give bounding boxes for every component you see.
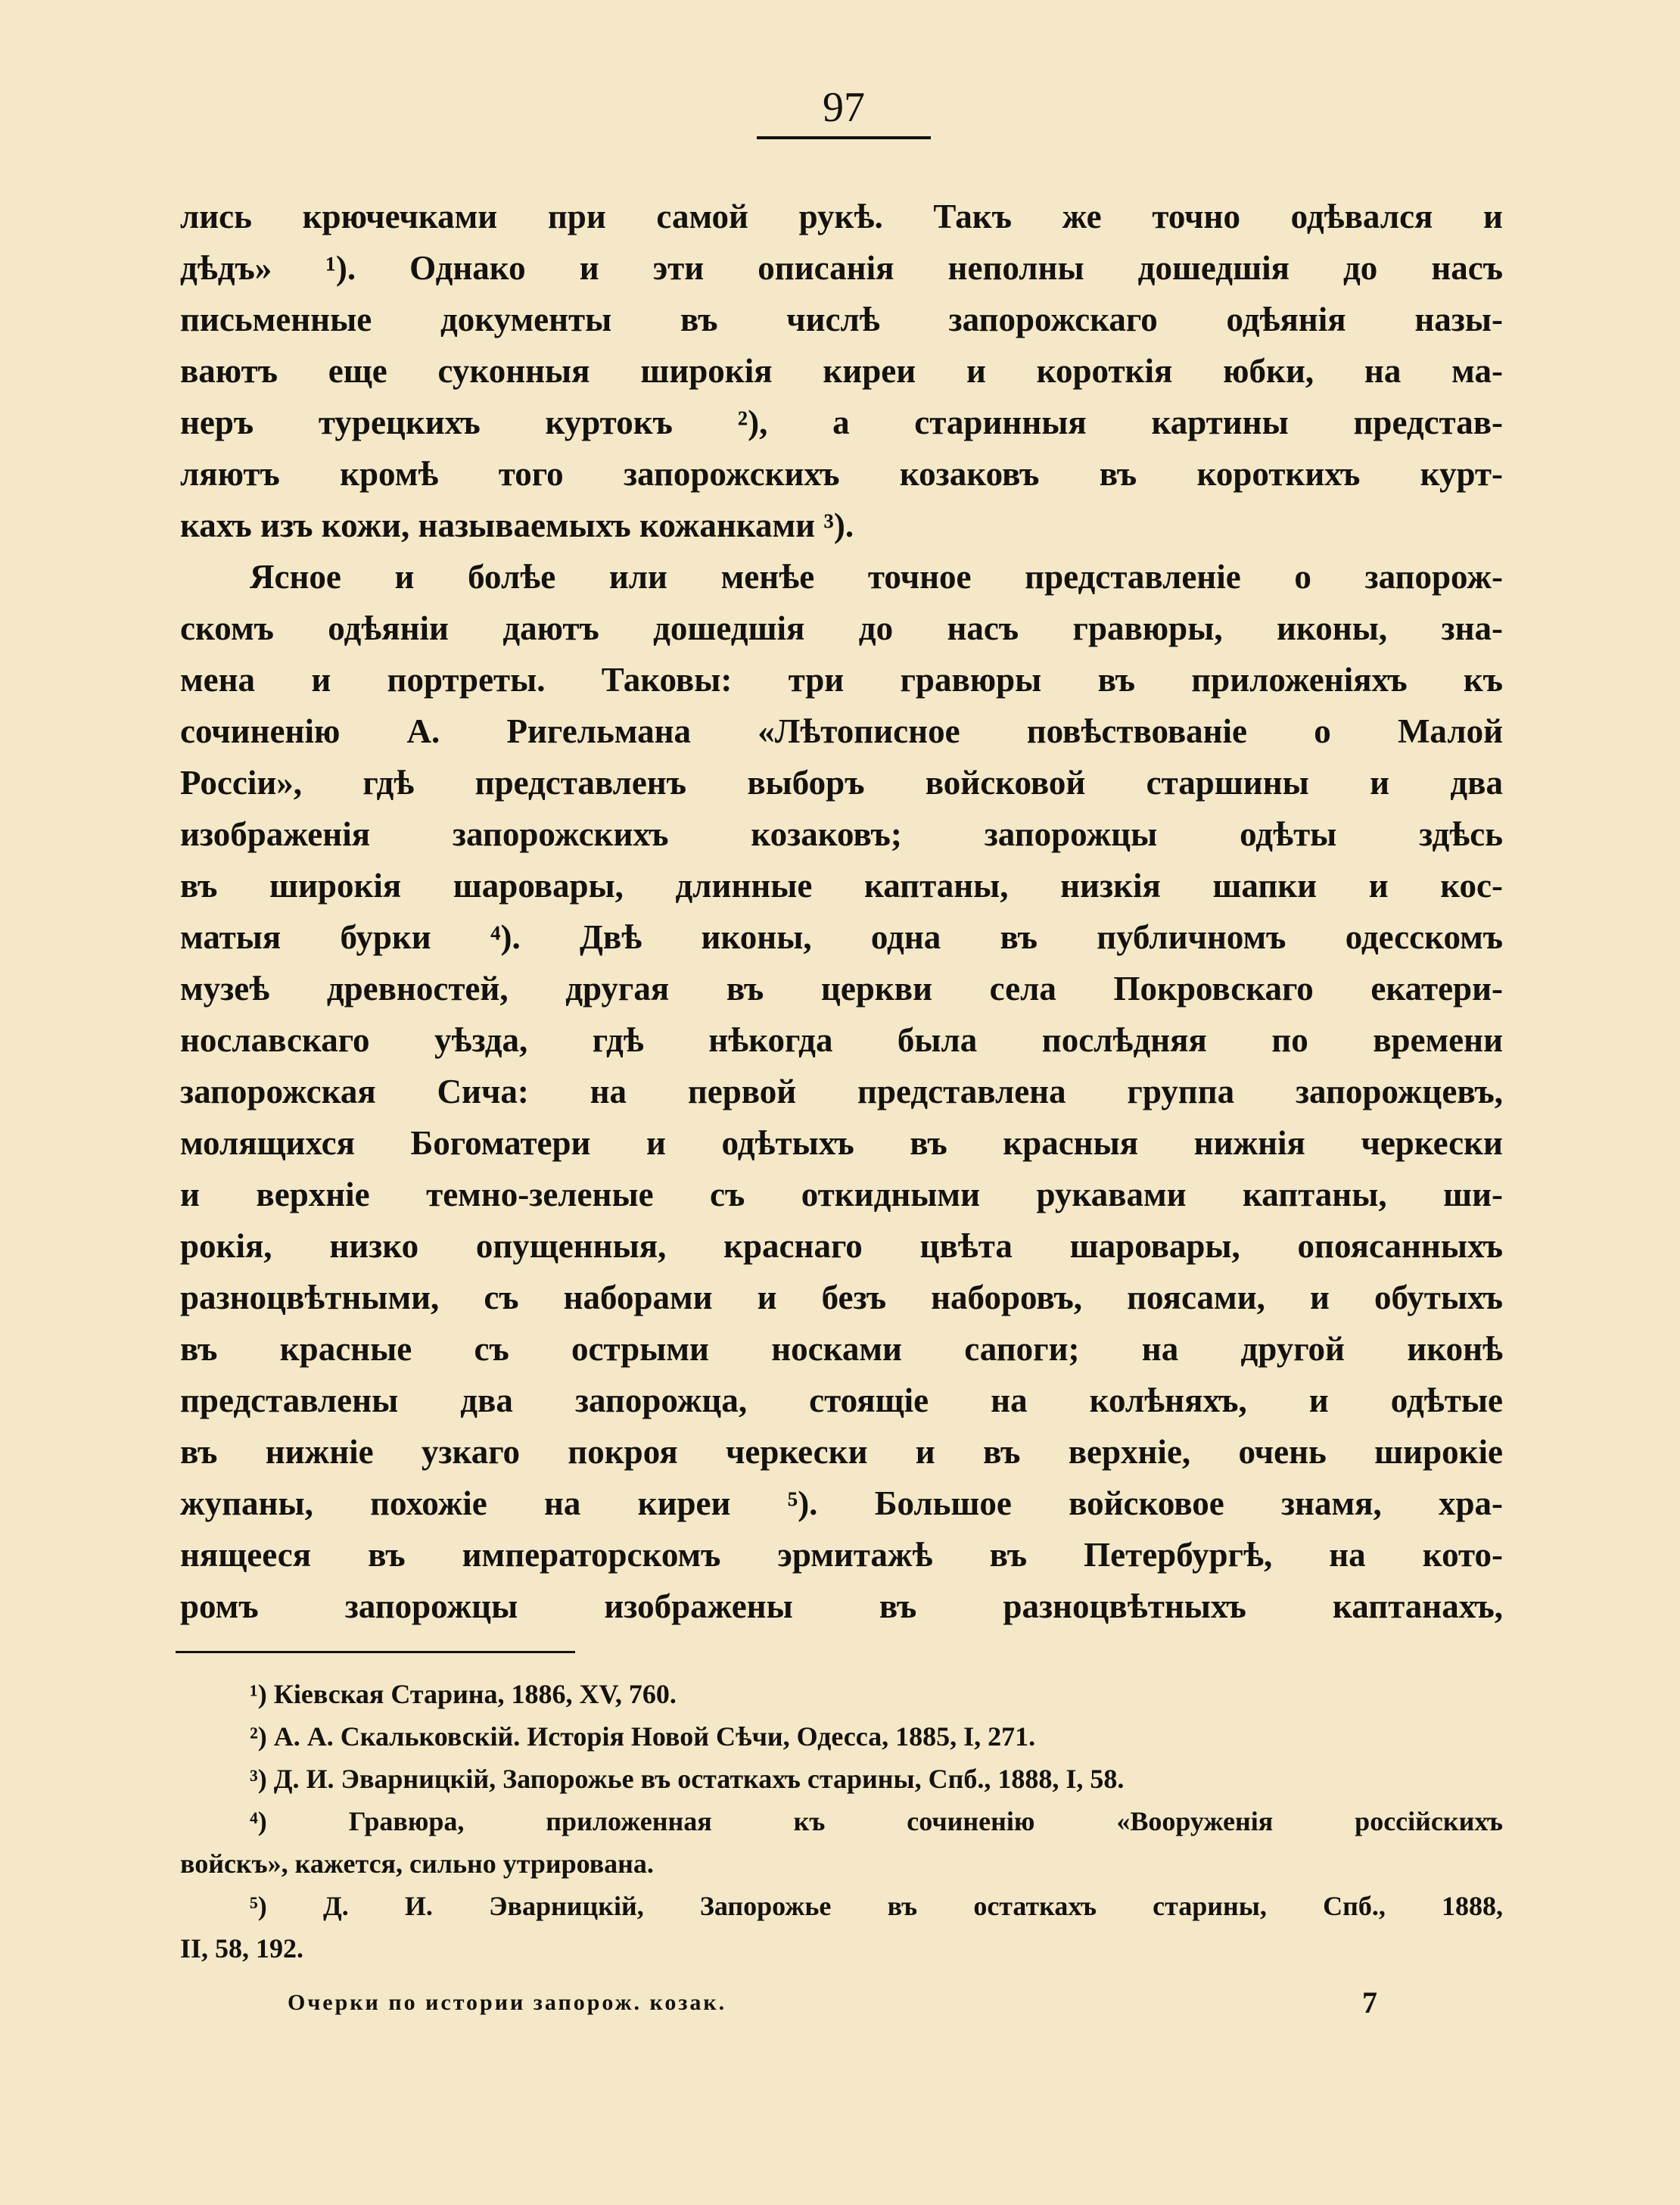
text-line: письменные документы въ числѣ запорожскаго одѣянія назы- bbox=[180, 301, 1503, 338]
text-line: лись крючечками при самой рукѣ. Такъ же точно одѣвался и bbox=[180, 198, 1503, 235]
footnotes bbox=[180, 1673, 1503, 1970]
text-line: разноцвѣтными, съ наборами и безъ наборовъ, поясами, и обутыхъ bbox=[180, 1278, 1503, 1316]
text-line: ваютъ еще суконныя широкія киреи и короткія юбки, на ма- bbox=[180, 352, 1503, 390]
text-line: кахъ изъ кожи, называемыхъ кожанками ³). bbox=[180, 506, 854, 544]
text-line: въ широкія шаровары, длинные каптаны, низкія шапки и кос- bbox=[180, 867, 1503, 905]
text-line: нославскаго уѣзда, гдѣ нѣкогда была послѣдняя по времени bbox=[180, 1021, 1503, 1059]
text-line: матыя бурки ⁴). Двѣ иконы, одна въ публичномъ одесскомъ bbox=[180, 918, 1503, 956]
page-number-rule bbox=[757, 136, 931, 139]
footnote: ⁵) Д. И. Эварницкій, Запорожье въ остаткахъ старины, Спб., 1888, bbox=[250, 1891, 1503, 1921]
signature-text: Очерки по истории запорож. козак. bbox=[288, 1990, 727, 2015]
footnote: войскъ», кажется, сильно утрирована. bbox=[180, 1848, 654, 1879]
text-line: изображенія запорожскихъ козаковъ; запорожцы одѣты здѣсь bbox=[180, 815, 1503, 853]
text-line: нящееся въ императорскомъ эрмитажѣ въ Петербургѣ, на кото- bbox=[180, 1536, 1503, 1574]
text-line: представлены два запорожца, стоящіе на колѣняхъ, и одѣтые bbox=[180, 1381, 1503, 1419]
text-line: и верхніе темно-зеленые съ откидными рукавами каптаны, ши- bbox=[180, 1176, 1503, 1213]
text-line: Россіи», гдѣ представленъ выборъ войсковой старшины и два bbox=[180, 764, 1503, 802]
text-line: скомъ одѣяніи даютъ дошедшія до насъ гравюры, иконы, зна- bbox=[180, 609, 1503, 647]
footnote: ¹) Кіевская Старина, 1886, XV, 760. bbox=[250, 1679, 677, 1709]
page-number: 97 bbox=[823, 84, 865, 131]
text-line: музеѣ древностей, другая въ церкви села Покровскаго екатери- bbox=[180, 970, 1503, 1008]
text-line: сочиненію А. Ригельмана «Лѣтописное повѣствованіе о Малой bbox=[180, 712, 1503, 750]
footnote: ³) Д. И. Эварницкій, Запорожье въ остаткахъ старины, Спб., 1888, I, 58. bbox=[250, 1764, 1125, 1794]
signature-number: 7 bbox=[1362, 1985, 1377, 2020]
footnote: ²) А. А. Скальковскій. Исторія Новой Сѣчи, Одесса, 1885, I, 271. bbox=[250, 1721, 1036, 1752]
text-line: запорожская Сича: на первой представлена группа запорожцевъ, bbox=[180, 1073, 1503, 1110]
text-line: ромъ запорожцы изображены въ разноцвѣтныхъ каптанахъ, bbox=[180, 1587, 1503, 1625]
text-line: ляютъ кромѣ того запорожскихъ козаковъ въ короткихъ курт- bbox=[180, 455, 1503, 493]
text-line: въ нижніе узкаго покроя черкески и въ верхніе, очень широкіе bbox=[180, 1433, 1503, 1471]
text-line: мена и портреты. Таковы: три гравюры въ приложеніяхъ къ bbox=[180, 661, 1503, 699]
text-line: Ясное и болѣе или менѣе точное представленіе о запорож- bbox=[250, 558, 1503, 596]
footnote: ⁴) Гравюра, приложенная къ сочиненію «Вооруженія россійскихъ bbox=[250, 1806, 1503, 1836]
footnote-rule bbox=[176, 1651, 575, 1653]
main-text bbox=[180, 191, 1503, 1632]
text-line: неръ турецкихъ куртокъ ²), а старинныя картины представ- bbox=[180, 403, 1503, 441]
text-line: рокія, низко опущенныя, краснаго цвѣта шаровары, опоясанныхъ bbox=[180, 1227, 1503, 1265]
text-line: жупаны, похожіе на киреи ⁵). Большое войсковое знамя, хра- bbox=[180, 1484, 1503, 1522]
text-line: молящихся Богоматери и одѣтыхъ въ красныя нижнія черкески bbox=[180, 1124, 1503, 1162]
text-line: дѣдъ» ¹). Однако и эти описанія неполны дошедшія до насъ bbox=[180, 249, 1503, 287]
footnote: II, 58, 192. bbox=[180, 1933, 304, 1964]
text-line: въ красные съ острыми носками сапоги; на другой иконѣ bbox=[180, 1330, 1503, 1368]
